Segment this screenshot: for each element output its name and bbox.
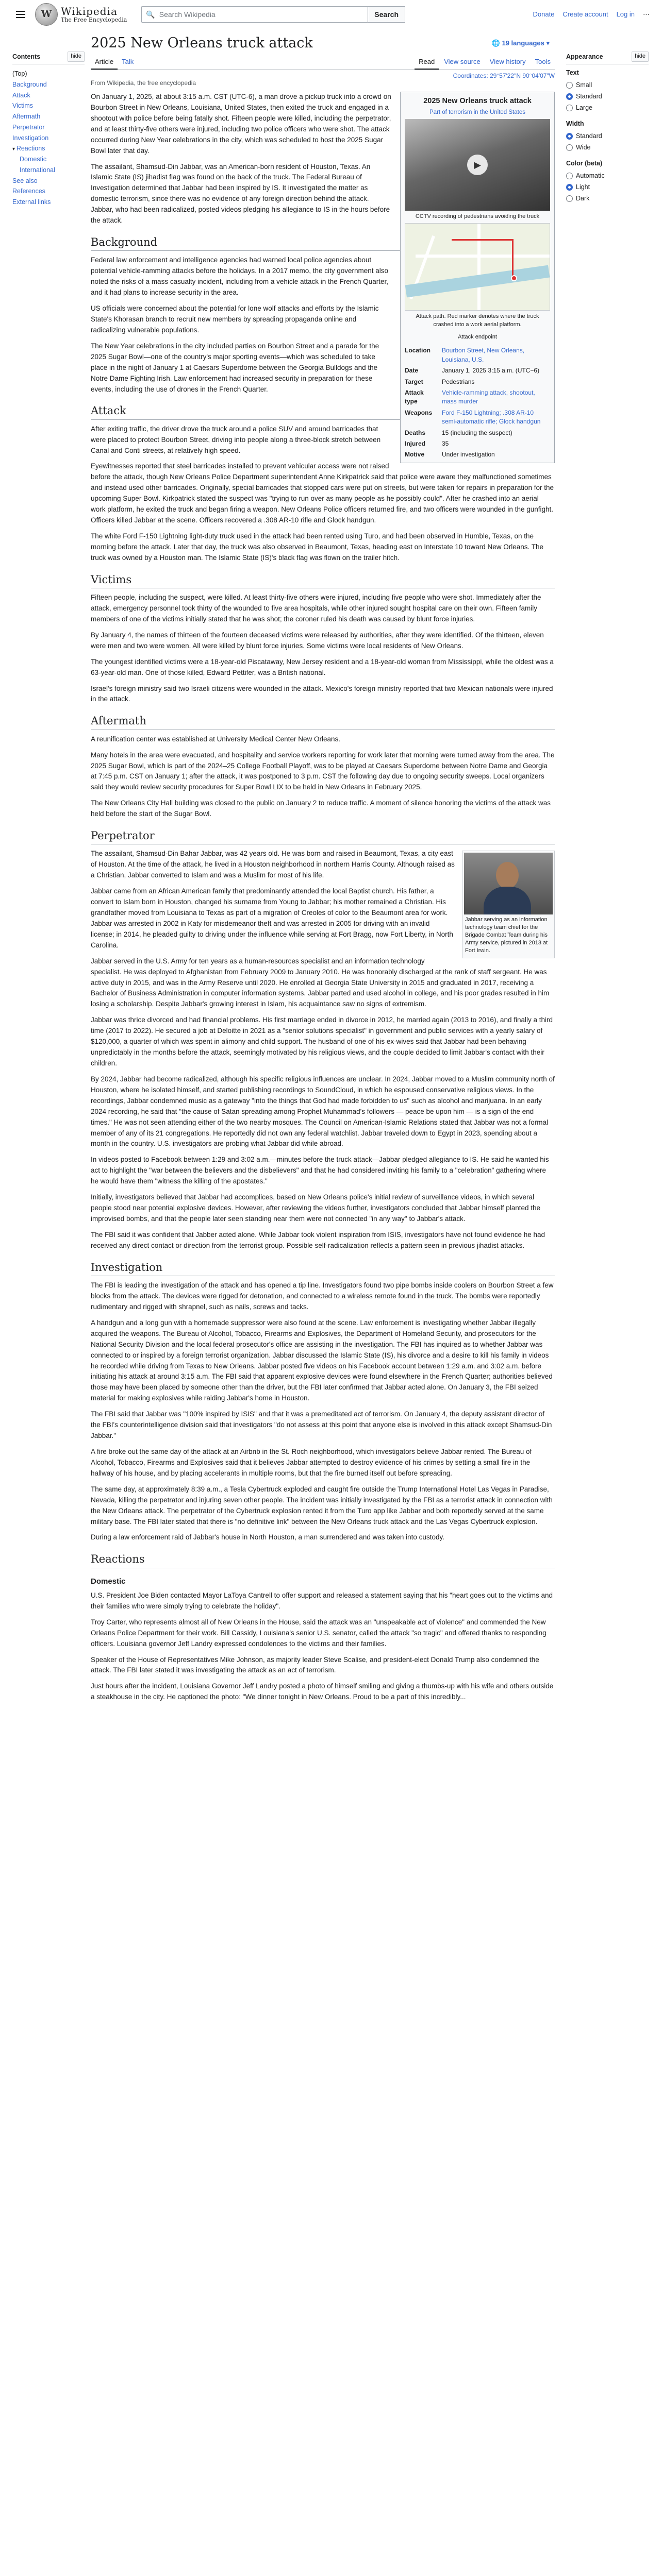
paragraph: The FBI said that Jabbar was "100% inspired by ISIS" and that it was a premeditated act of terrorism. On January 4, the deputy assistant director of the FBI's counterintelligence division said that investigators "do not assess at this point that anyone else is involved in this attack except Shamsud-Din Jabbar." [91,1410,552,1440]
appearance-hide-button[interactable]: hide [632,52,649,62]
color-automatic-radio[interactable]: Automatic [566,170,649,181]
search-input[interactable] [141,6,368,23]
paragraph: A handgun and a long gun with a homemade suppressor were also found at the scene. Law enforcement is investigating whether Jabbar illegally acquired the weapons. The Bureau of Alcohol, Tobacco, Firearms and Explosives, the Department of Homeland Security, and prosecutors for the National Security Division and the local federal prosecutor's office are assisting in the investigation. The FBI has inquired as to whether Jabbar was connected to or inspired by a foreign terrorist organization. Jabbar discussed the Islamic State (IS), his divorce and a desire to kill his family in videos he recorded while driving from Texas to New Orleans. Jabbar posted five videos on his Facebook account between 1:29 a.m. and 3:02 a.m. before initiating his attack at around 3:15 a.m. The FBI said that apparent explosive devices were found elsewhere in the French Quarter; authorities believed those may have been placed by someone other than the driver, but the FBI later confirmed that Jabbar acted alone. On January 3, the FBI seized material for making explosives while raiding Jabbar's home in Houston. [91,1318,553,1402]
toc-item-attack[interactable]: Attack [12,91,30,99]
paragraph: Many hotels in the area were evacuated, and hospitality and service workers reporting for work later that morning were turned away from the area. The 2025 Sugar Bowl, which is part of the 2024–25 College Football Playoff, was to be played at Caesars Superdome between Notre Dame and Georgia at 7:45 p.m. CST on January 1; after the attack, it was postponed to 3 p.m. CST the following day due to ongoing security sweeps. Local organizers said they would review security procedures for Super Bowl LIX to be held in New Orleans in February 2025. [91,751,555,791]
paragraph: Fifteen people, including the suspect, were killed. At least thirty-five others were injured, including five people who were shot. Immediately after the attack, emergency personnel took thirty of the wounded to five area hospitals, while other injured sought hospital care on their own. Fifteen family members of one of the victims initially stated that he was shot; the coroner ruled his death was caused by blunt force injuries. [91,594,541,623]
video-caption: CCTV recording of pedestrians avoiding the truck [415,213,540,219]
radio-icon [566,144,573,151]
paragraph: By January 4, the names of thirteen of the fourteen deceased victims were released by authorities, after they were identified. Of the thirteen, eleven were men and two were women. All were killed by blunt force injuries. Some victims were local residents of New Orleans. [91,631,544,650]
text-size-standard-radio[interactable]: Standard [566,91,649,102]
paragraph: By 2024, Jabbar had become radicalized, although his specific religious influences are unclear. In 2024, Jabbar moved to a Muslim community north of Houston, where he isolated himself, and started publishing recordings to SoundCloud, in which he espoused conservative religious views. In the recordings, Jabbar condemned music as a gateway "into the things that God had made forbidden to us" such as alcohol and marijuana. In an early 2024 recording, he said that "the cause of Satan spreading among Prophet Muhammad's followers — peace be upon him — is a sign of the end times." He was not seen attending either of the two nearby mosques. The Council on American-Islamic Relations stated that Jabbar was not a formal member of any of its 21 congregations. He reportedly did not own any federal watchlist. Jabbar traveled down to Egypt in 2023, spending about a month in the country. U.S. investigators are probing what Jabbar did while abroad. [91,1075,555,1148]
paragraph: Israel's foreign ministry said two Israeli citizens were wounded in the attack. Mexico's foreign ministry reported that two Mexican nationals were injured in the attack. [91,684,553,703]
toc-item-background[interactable]: Background [12,80,47,88]
radio-icon [566,82,573,89]
radio-icon [566,173,573,179]
width-wide-radio[interactable]: Wide [566,142,649,153]
paragraph: Jabbar served in the U.S. Army for ten years as a human-resources specialist and an information technology specialist. He was deployed to Afghanistan from February 2009 to January 2010. He was honorably discharged at the rank of staff sergeant. He was active duty in 2015, and was in the Army Reserve until 2020. He enrolled at Georgia State University in 2015 and graduated in 2017, receiving a Bachelor of Business Administration in computer information systems. Jabbar parted and used alcohol in college, and his poor grades resulted in him losing a scholarship. Despite Jabbar's growing interest in Islam, his acquaintance saw no signs of extremism. [91,957,550,1008]
map-footer: Attack endpoint [458,333,497,340]
infobox-row: Location Bourbon Street, New Orleans, Louisiana, U.S. [405,347,525,363]
tab-tools[interactable]: Tools [535,58,551,65]
infobox-row: Motive Under investigation [405,451,495,459]
translate-icon: 🌐 [491,39,500,47]
toc-item-references[interactable]: References [12,188,45,195]
radio-icon [566,195,573,202]
section-heading-reactions: Reactions [91,1552,555,1568]
toc-item-external-links[interactable]: External links [12,198,51,206]
toc-item-see-also[interactable]: See also [12,177,38,184]
paragraph: Jabbar came from an African American family that predominantly attended the local Baptist church. His father, a convert to Islam born in Houston, changed his surname from Young to Jabbar; his mother remained a Christian. His grandfather moved from Louisiana to Texas as part of a migration of Creoles of color to the Beaumont area for work. Jabbar was arrested in 2002 in Katy for misdemeanor theft and was arrested in 2005 for driving with an invalid license; in 2014, he pleaded guilty to driving under the influence while serving at Fort Bragg, now Fort Liberty, in North Carolina. [91,887,453,949]
text-size-large-radio[interactable]: Large [566,102,649,113]
section-heading-perpetrator: Perpetrator [91,829,555,844]
lead-paragraph: The assailant, Shamsud-Din Jabbar, was an American-born resident of Houston, Texas. An Islamic State (IS) jihadist flag was found on the back of the truck. The Federal Bureau of Investigation determined that Jabbar had been inspired by IS. It investigated the matter as domestic terrorism, since there was no evidence of any foreign direction behind the attack. Jabbar, who had been radicalized, posted videos pledging his allegiance to IS in the hours before the attack. [91,162,390,225]
color-light-radio[interactable]: Light [566,181,649,193]
perpetrator-photo[interactable] [462,851,555,958]
paragraph: The white Ford F-150 Lightning light-duty truck used in the attack had been rented using Turo, and had been observed in Humble, Texas, on the morning before the attack. Later that day, the truck was also observed in Beaumont, Texas, heading east on Interstate 10 toward New Orleans. The truck was owned by a Houston man. The Islamic State (IS)'s black flag was flown on the trailer hitch. [91,532,544,562]
toc-item-perpetrator[interactable]: Perpetrator [12,123,45,131]
appearance-title: Appearance [566,53,603,60]
paragraph: A fire broke out the same day of the attack at an Airbnb in the St. Roch neighborhood, which investigators believe Jabbar rented. The Bureau of Alcohol, Tobacco, Firearms and Explosives said that it believes Jabbar attempted to destroy evidence of his crimes by setting a small fire in the hallway of his house, and by placing accelerants in multiple rooms, but that the fire burned itself out before spreading. [91,1447,532,1477]
paragraph: Eyewitnesses reported that steel barricades installed to prevent vehicular access were not raised before the attack, though New Orleans Police Department superintendent Anne Kirkpatrick said that police were aware they malfunctioned sometimes and instead used other barricades. Originally, special barricades that stopped cars were put on streets, but were taken for repairs in preparation for the upcoming Super Bowl. Kirkpatrick stated the suspect was "trying to run over as many people as he possibly could". After he crashed into an aerial work platform, he exited the truck and began firing a weapon. New Orleans Police officers returned fire, and two officers were wounded in the gunfight. Officers killed Jabbar at the scene. Officers recovered a .308 AR-10 rifle and Glock handgun. [91,462,554,524]
wikipedia-globe-icon: W [35,3,58,26]
play-icon[interactable]: ▶ [467,155,488,175]
section-heading-aftermath: Aftermath [91,714,555,730]
radio-selected-icon [566,93,573,100]
paragraph: U.S. President Joe Biden contacted Mayor LaToya Cantrell to offer support and released a statement saying that his "heart goes out to the victims and their families who were simply trying to celebrate the holiday". [91,1591,553,1610]
more-options-icon[interactable]: ⋯ [643,10,650,18]
paragraph: The assailant, Shamsud-Din Bahar Jabbar, was 42 years old. He was born and raised in Beaumont, Texas, a city east of Houston. At the time of the attack, he lived in a Houston neighborhood in northern Harris County. Although raised as a Christian, Jabbar converted to Islam and was a Muslim for most of his life. [91,850,455,879]
tab-view-history[interactable]: View history [489,58,526,65]
infobox-row: Weapons Ford F-150 Lightning; .308 AR-10 semi-automatic rifle; Glock handgun [405,409,541,426]
paragraph: Jabbar was thrice divorced and had financial problems. His first marriage ended in divorce in 2012, he married again (2013 to 2016), and finally a third time (2017 to 2022). He secured a job at Deloitte in 2021 as a "senior solutions specialist" in government and public services with a yearly salary of $120,000, a quarter of which was spent in alimony and child support. The husband of one of his ex-wives said that Jabbar had been behaving unpredictably in the months before the attack, seemingly motivated by his religious views, and the couple decided to limit Jabbar's contact with their children. [91,1016,553,1067]
wikipedia-logo[interactable] [35,3,127,26]
radio-selected-icon [566,184,573,191]
infobox-row: Target Pedestrians [405,378,475,385]
toc-item-reactions[interactable]: ▾ Reactions [12,143,85,154]
toc-item-investigation[interactable]: Investigation [12,134,49,142]
toc-item-domestic[interactable]: Domestic [20,156,47,163]
paragraph: The FBI said it was confident that Jabber acted alone. While Jabbar took violent inspiration from ISIS, investigators have not found evidence he had received any direct contact or direction from the terrorist group. Possible self-radicalization reflects a pattern seen in previous jihadist attacks. [91,1230,545,1249]
infobox-row: Attack type Vehicle-ramming attack, shootout, mass murder [405,389,535,405]
section-heading-background: Background [91,235,555,251]
wikipedia-wordmark: Wikipedia [61,5,118,18]
width-standard-radio[interactable]: Standard [566,130,649,142]
paragraph: The youngest identified victims were a 18-year-old Piscataway, New Jersey resident and a 18-year-old woman from Mississippi, while the oldest was a 63-year-old man. One of those killed, Edward Pettifer, was a British national. [91,657,554,676]
text-size-label: Text [566,69,579,76]
user-links [533,9,650,20]
paragraph: US officials were concerned about the potential for lone wolf attacks and efforts by the Islamic State's Khorasan branch to recruit new members by spreading propaganda online and radicalizing vulnerable populations. [91,304,379,334]
tab-read[interactable]: Read [415,54,439,70]
paragraph: The same day, at approximately 8:39 a.m., a Tesla Cybertruck exploded and caught fire outside the Trump International Hotel Las Vegas in Paradise, Nevada, killing the perpetrator and injuring seven other people. The incident was initially investigated by the FBI as a terrorist attack in connection with the New Orleans attack. The perpetrator of the Cybertruck explosion rented it from the Turo app like Jabbar and both reportedly served at the same military base. The FBI later stated that there is "no definitive link" between the New Orleans truck attack and the Las Vegas Cybertruck explosion. [91,1485,553,1526]
table-of-contents [12,52,85,208]
text-size-small-radio[interactable]: Small [566,79,649,91]
map-marker-icon [511,275,517,281]
paragraph: A reunification center was established at University Medical Center New Orleans. [91,735,340,743]
infobox-row: Deaths 15 (including the suspect) [405,429,512,436]
color-label: Color (beta) [566,160,603,167]
search-placeholder: Search Wikipedia [159,10,216,19]
infobox-row: Date January 1, 2025 3:15 a.m. (UTC−6) [405,367,540,375]
width-group [566,118,649,153]
section-heading-investigation: Investigation [91,1261,555,1276]
appearance-panel [566,52,649,209]
lead-paragraph: On January 1, 2025, at about 3:15 a.m. CST (UTC-6), a man drove a pickup truck into a crowd on Bourbon Street in New Orleans, Louisiana, United States, then exited the truck and engaged in a shootout with police before being fatally shot. Fifteen people were killed, including the perpetrator, and at least thirty-five others were injured, including two police officers who were shot. The attack occurred during New Year celebrations in the city, which was scheduled to host the 2025 Sugar Bowl later that day. [91,93,391,155]
paragraph: Just hours after the incident, Louisiana Governor Jeff Landry posted a photo of himself smiling and giving a thumbs-up with his wife and others outside a steakhouse in the city. He captioned the photo: "We dinner tonight in New Orleans. Proud to be a part of this incredibly... [91,1682,554,1701]
paragraph: During a law enforcement raid of Jabbar's house in North Houston, a man surrendered and was taken into custody. [91,1533,444,1541]
wikipedia-tagline: The Free Encyclopedia [61,16,127,23]
page-tabs [91,54,555,70]
paragraph: After exiting traffic, the driver drove the truck around a police SUV and around barricades that were placed to protect Bourbon Street, driving into people along a three-block stretch between Canal and Conti streets, at relatively high speed. [91,425,381,454]
paragraph: Speaker of the House of Representatives Mike Johnson, as majority leader Steve Scalise, and president-elect Donald Trump also condemned the attack. The FBI later stated it was investigating the attack as an act of terrorism. [91,1655,539,1674]
radio-selected-icon [566,133,573,140]
site-header [0,0,662,29]
log-in-link[interactable]: Log in [616,10,635,18]
paragraph: The New Year celebrations in the city included parties on Bourbon Street and a parade for the 2025 Sugar Bowl—one of the country's major sporting events—which was scheduled to take place in the night of January 1 at Caesars Superdome between the Georgia Bulldogs and the Notre Dame Fighting Irish. Law enforcement had increased security in preparation for these events, including the use of drones in the French Quarter. [91,342,379,393]
infobox-title: 2025 New Orleans truck attack [423,97,532,105]
create-account-link[interactable]: Create account [562,10,608,18]
tab-article[interactable]: Article [91,54,118,70]
paragraph: The FBI is leading the investigation of the attack and has opened a tip line. Investigators found two pipe bombs inside coolers on Bourbon Street a few blocks from the attack. The devices were rigged for detonation, and connected to a wireless remote found in the truck. The bombs were reportedly rudimentary and rigged with shrapnel, such as nails, screws and tacks. [91,1281,554,1311]
section-heading-attack: Attack [91,404,555,419]
section-heading-victims: Victims [91,573,555,588]
infobox [400,92,555,463]
radio-icon [566,105,573,111]
article-body [91,92,555,1708]
donate-link[interactable]: Donate [533,10,555,18]
toc-item-aftermath[interactable]: Aftermath [12,113,41,120]
main-menu-icon[interactable] [12,6,29,23]
search-icon: 🔍 [146,10,155,19]
toc-item-international[interactable]: International [20,166,55,174]
infobox-row: Injured 35 [405,439,449,447]
map-caption: Attack path. Red marker denotes where the truck crashed into a work aerial platform. [416,313,539,328]
toc-title: Contents [12,53,41,60]
site-sub: From Wikipedia, the free encyclopedia [91,79,196,87]
color-dark-radio[interactable]: Dark [566,193,649,204]
toc-hide-button[interactable]: hide [68,52,85,62]
title-area [91,31,555,52]
page-title: 2025 New Orleans truck attack [91,35,313,51]
languages-button[interactable]: 🌐 19 languages ▾ [491,39,550,47]
cctv-video[interactable] [405,119,550,211]
text-size-group [566,67,649,113]
subsection-heading-domestic: Domestic [91,1577,126,1586]
attack-path-map[interactable] [405,223,550,311]
perpetrator-image[interactable] [464,853,553,914]
color-group [566,158,649,204]
infobox-table [403,345,552,460]
search-button[interactable]: Search [368,6,405,23]
paragraph: Initially, investigators believed that Jabbar had accomplices, based on New Orleans police's initial review of surveillance videos, in which several people stood near potential explosive devices. However, after reviewing the videos further, investigators concluded that Jabbar himself planted the improvised bombs, and that the people later seen standing near them were not connected "in any way" to Jabbar's attack. [91,1193,541,1223]
coordinates-link[interactable]: Coordinates: 29°57′22″N 90°04′07″W [453,72,555,79]
paragraph: In videos posted to Facebook between 1:29 and 3:02 a.m.—minutes before the truck attack—Jabbar pledged allegiance to IS. He said he wanted his act to highlight the "war between the believers and the disbelievers" and that he had considered inviting his family to a "celebration" gathering where he would have them "witness the killing of the apostates." [91,1156,549,1185]
tab-view-source[interactable]: View source [444,58,481,65]
languages-label: 19 languages [502,39,544,47]
paragraph: The New Orleans City Hall building was closed to the public on January 2 to reduce traffic. A moment of silence honoring the victims of the attack was held before the start of the Sugar Bowl. [91,799,551,818]
toc-item-victims[interactable]: Victims [12,102,34,110]
width-label: Width [566,120,584,127]
tab-talk[interactable]: Talk [122,58,134,65]
infobox-subtitle[interactable]: Part of terrorism in the United States [429,109,525,116]
paragraph: Federal law enforcement and intelligence agencies had warned local police agencies about potential vehicle-ramming attacks before the holidays. In a 2017 memo, the city government also noted the risks of a mass casualty incident, including from a vehicle attack in the French Quarter, and it had plans to increase security in the area. [91,256,389,297]
perpetrator-photo-caption: Jabbar serving as an information technology team chief for the Brigade Combat Team during his Army service, pictured in 2013 at Fort Irwin. [465,917,548,954]
paragraph: Troy Carter, who represents almost all of New Orleans in the House, said the attack was an "unspeakable act of violence" and commended the New Orleans Police Department for their work. Bill Cassidy, Louisiana's senior U.S. senator, called the attack "so tragic" and offered thanks to responding officers. Louisiana governor Jeff Landry expressed condolences to the victims and their families. [91,1618,547,1648]
toc-item-top[interactable]: (Top) [12,70,27,77]
